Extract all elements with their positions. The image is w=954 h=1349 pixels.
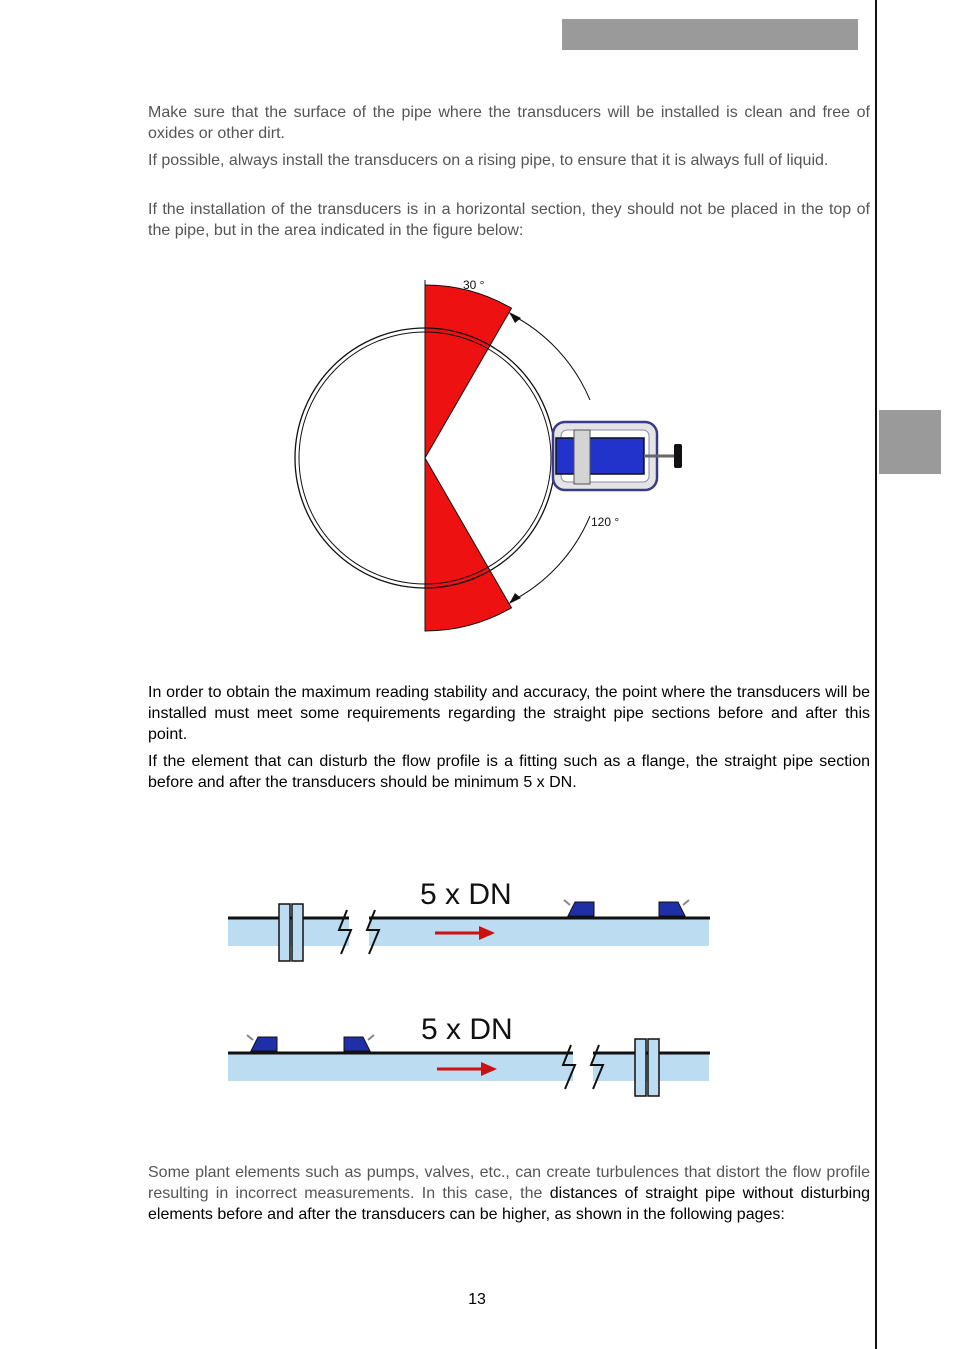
page-number: 13 bbox=[468, 1291, 486, 1308]
upper-installation-sector bbox=[425, 285, 512, 458]
transducer-2 bbox=[344, 1037, 370, 1051]
paragraph-turbulence-part1: Some plant elements such as pumps, valves, etc., can create turbulences that distort the flow profile resulting in incorrect measurements. In this case, the bbox=[148, 1164, 870, 1202]
transducer-1-cable bbox=[564, 900, 570, 905]
pipe-cross-section-figure bbox=[280, 270, 700, 640]
paragraph-flange-distance: If the element that can disturb the flow profile is a fitting such as a flange, the straight pipe section before and after the transducers should be minimum 5 x DN. bbox=[148, 753, 870, 791]
transducer-1-cable bbox=[247, 1035, 253, 1040]
transducer-2-cable bbox=[683, 900, 689, 905]
arrowhead-lower bbox=[509, 593, 521, 604]
angle-arc-upper bbox=[510, 314, 590, 400]
transducer-bracket bbox=[574, 430, 590, 484]
transducer-body bbox=[556, 438, 644, 474]
paragraph-stability-requirements: In order to obtain the maximum reading stability and accuracy, the point where the transducers will be installed must meet some requirements regarding the straight pipe sections before and after this point. bbox=[148, 684, 870, 743]
arrowhead-upper bbox=[509, 312, 521, 323]
distance-label: 5 x DN bbox=[421, 1013, 513, 1046]
transducer-2-cable bbox=[368, 1035, 374, 1040]
paragraph-turbulence bbox=[148, 1162, 870, 1225]
flange-left bbox=[635, 1039, 646, 1096]
paragraph-horizontal-section: If the installation of the transducers is in a horizontal section, they should not be placed in the top of the pipe, but in the area indicated in the figure below: bbox=[148, 201, 870, 239]
straight-section-diagram-flange-downstream bbox=[225, 1007, 715, 1107]
lower-installation-sector bbox=[425, 458, 512, 631]
transducer-1 bbox=[568, 902, 594, 916]
clamp-knob bbox=[674, 444, 682, 468]
angle-arc-lower bbox=[510, 516, 590, 602]
flange-right bbox=[648, 1039, 659, 1096]
section-tab bbox=[879, 410, 941, 474]
transducer-1 bbox=[251, 1037, 277, 1051]
flange-right bbox=[292, 904, 303, 961]
page-margin-rule bbox=[875, 0, 877, 1349]
distance-label: 5 x DN bbox=[420, 878, 512, 911]
angle-label-bottom: 120 ° bbox=[591, 515, 620, 529]
header-bar bbox=[562, 19, 858, 50]
paragraph-turbulence-part2: distances of straight pipe without disturbing elements before and after the transducers can be higher, as shown in the following pages: bbox=[148, 1185, 870, 1223]
angle-label-top: 30 ° bbox=[463, 278, 485, 292]
paragraph-rising-pipe: If possible, always install the transducers on a rising pipe, to ensure that it is always full of liquid. bbox=[148, 152, 829, 169]
flange-left bbox=[279, 904, 290, 961]
paragraph-surface-clean: Make sure that the surface of the pipe where the transducers will be installed is clean and free of oxides or other dirt. bbox=[148, 104, 870, 142]
straight-section-diagram-flange-upstream bbox=[225, 872, 715, 972]
transducer-2 bbox=[659, 902, 685, 916]
